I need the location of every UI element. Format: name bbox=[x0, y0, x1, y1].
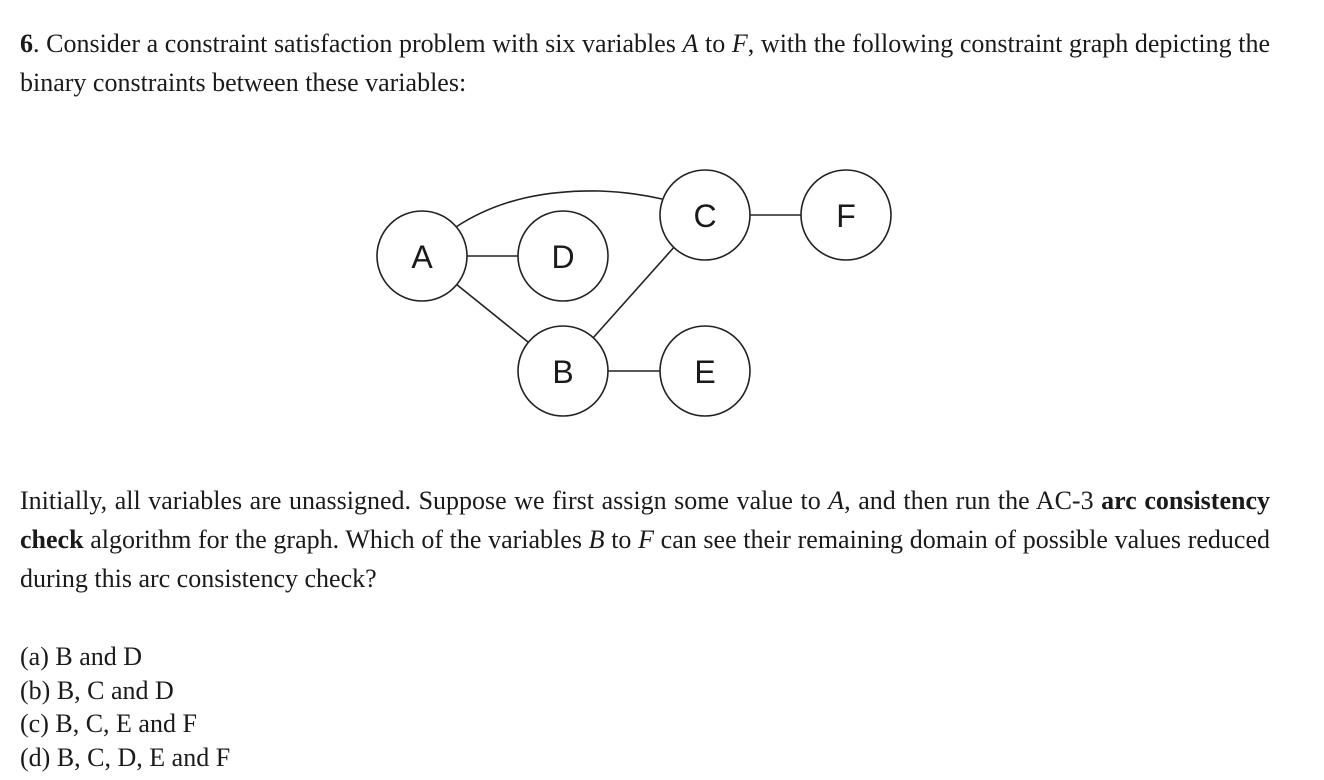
graph-node-f bbox=[801, 170, 891, 260]
answer-options bbox=[20, 640, 230, 774]
graph-node-b bbox=[518, 326, 608, 416]
intro-text-1: . Consider a constraint satisfaction problem with six variables bbox=[33, 29, 683, 58]
intro-var-a: A bbox=[682, 29, 699, 58]
option-a: (a) B and D bbox=[20, 642, 143, 671]
body-text-3: algorithm for the graph. Which of the variables bbox=[83, 525, 589, 554]
question-number: 6 bbox=[20, 29, 33, 58]
body-var-f: F bbox=[638, 525, 654, 554]
node-f-label: F bbox=[836, 198, 856, 234]
graph-node-e bbox=[660, 326, 750, 416]
intro-text-2: to bbox=[698, 29, 732, 58]
intro-var-f: F bbox=[731, 29, 748, 58]
node-d-label: D bbox=[551, 239, 575, 275]
body-bold-term: arc consistency check bbox=[20, 486, 1270, 554]
graph-node-a bbox=[377, 211, 467, 301]
graph-node-d bbox=[518, 211, 608, 301]
body-var-b: B bbox=[588, 525, 605, 554]
node-c-label: C bbox=[693, 198, 717, 234]
body-var-a: A bbox=[828, 486, 845, 515]
graph-edges bbox=[456, 191, 805, 371]
node-e-label: E bbox=[694, 354, 716, 390]
graph-node-c bbox=[660, 170, 750, 260]
intro-text-3: , with the following constraint graph depicting the binary constraints between these variables: bbox=[20, 29, 1270, 97]
node-b-label: B bbox=[552, 354, 574, 390]
option-b: (b) B, C and D bbox=[20, 675, 174, 705]
edge-a-b bbox=[456, 284, 528, 342]
body-text-5: can see their remaining domain of possible values reduced during this arc consistency check? bbox=[20, 525, 1270, 593]
node-a-label: A bbox=[411, 239, 433, 275]
body-text-2: , and then run the AC-3 bbox=[844, 486, 1102, 515]
body-text-4: to bbox=[604, 525, 639, 554]
option-d: (d) B, C, D, E and F bbox=[20, 742, 231, 772]
option-c: (c) B, C, E and F bbox=[20, 709, 197, 738]
question-body bbox=[20, 481, 1270, 598]
body-text-1: Initially, all variables are unassigned. Suppose we first assign some value to bbox=[20, 486, 829, 515]
